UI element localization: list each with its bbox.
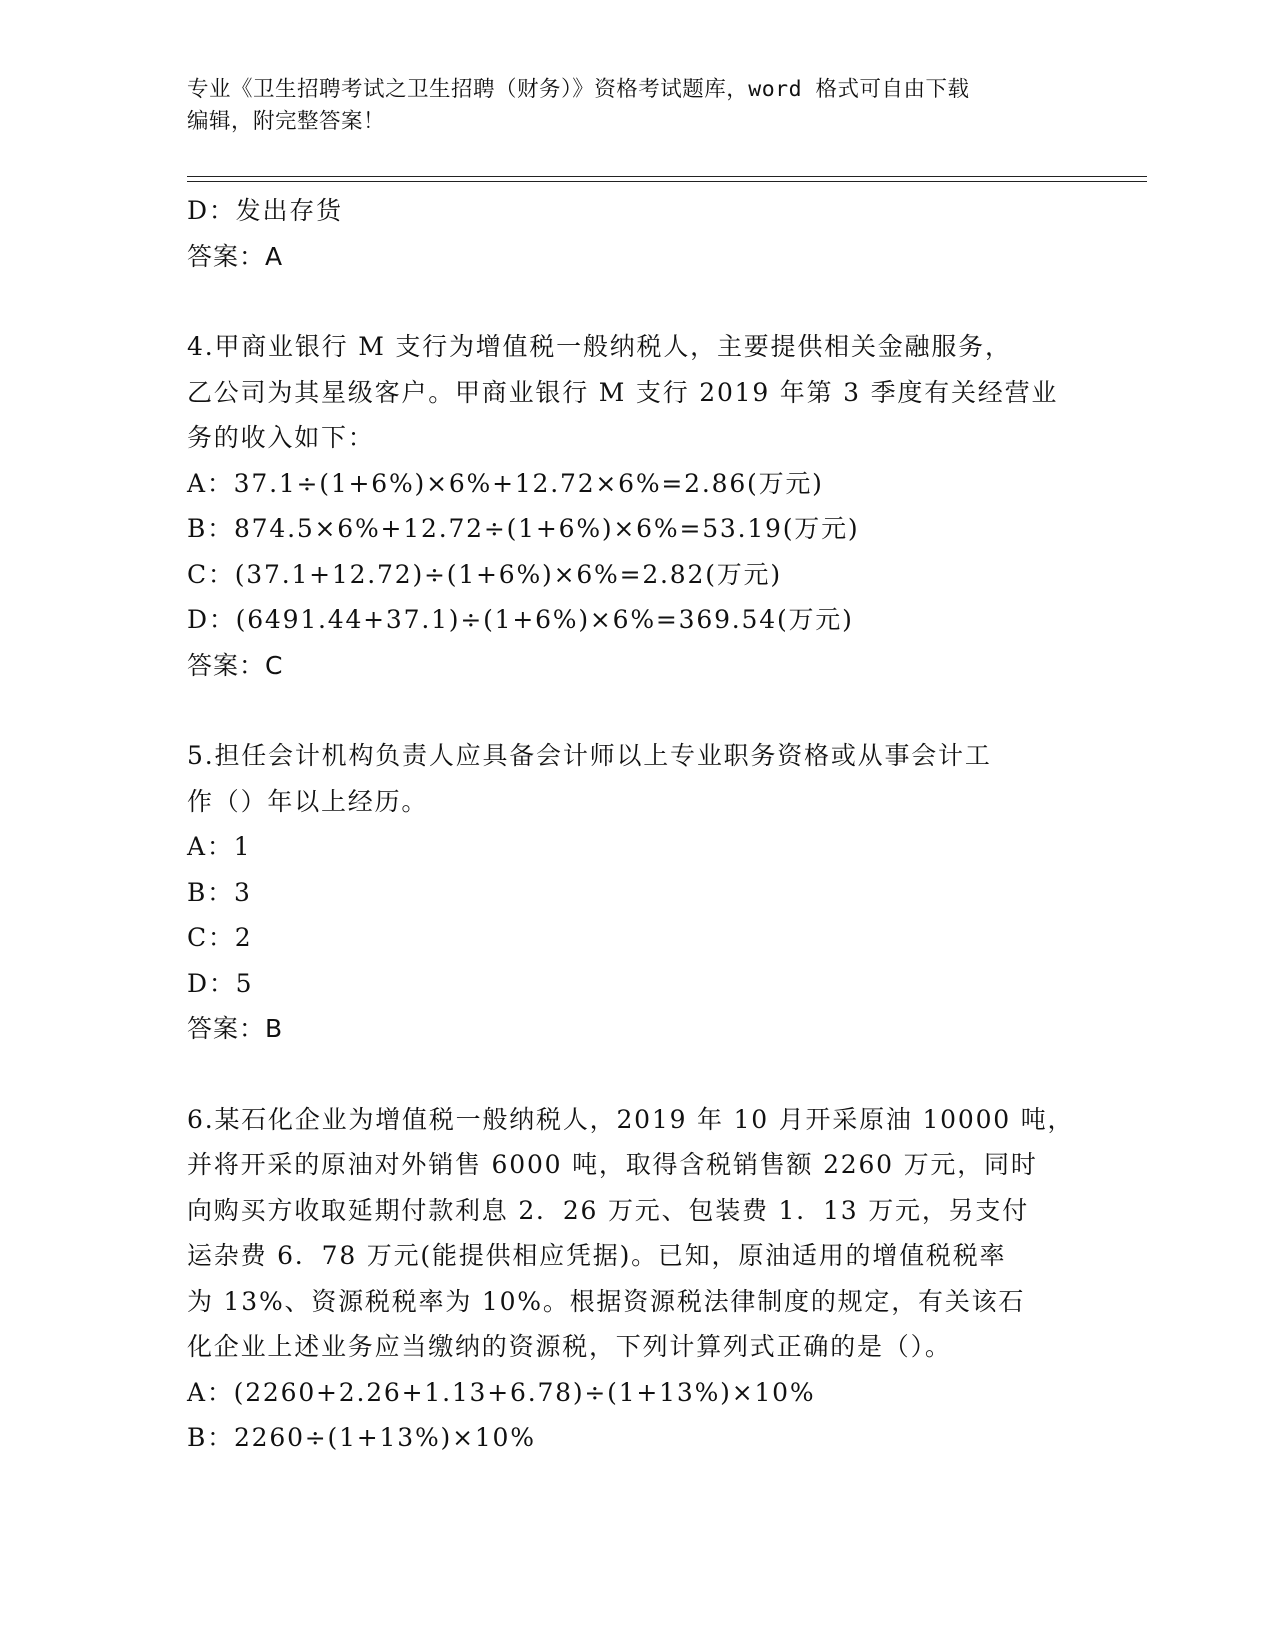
question-6 <box>187 1097 1087 1461</box>
header-line-1: 专业《卫生招聘考试之卫生招聘（财务）》资格考试题库，word 格式可自由下载 <box>187 77 970 102</box>
q4-stem-line: 务的收入如下： <box>187 423 375 452</box>
q5-option-d: D：5 <box>187 968 254 998</box>
q4-answer: 答案：C <box>187 650 284 680</box>
q6-option-a: A：(2260+2.26+1.13+6.78)÷(1+13%)×10% <box>187 1377 816 1407</box>
q5-option-b: B：3 <box>187 877 252 907</box>
q6-stem-line: 向购买方收取延期付款利息 2．26 万元、包装费 1．13 万元，另支付 <box>187 1195 1030 1225</box>
question-4 <box>187 324 1087 688</box>
header-rule-top <box>187 176 1147 177</box>
q5-option-a: A：1 <box>187 832 252 861</box>
q6-stem-line: 化企业上述业务应当缴纳的资源税，下列计算列式正确的是（）。 <box>187 1332 952 1361</box>
q4-option-b: B：874.5×6%+12.72÷(1+6%)×6%=53.19(万元) <box>187 514 860 543</box>
header-rule-bottom <box>187 181 1147 182</box>
q6-stem-line: 为 13%、资源税税率为 10%。根据资源税法律制度的规定，有关该石 <box>187 1286 1026 1316</box>
q4-option-a: A：37.1÷(1+6%)×6%+12.72×6%=2.86(万元) <box>187 468 824 498</box>
q5-stem-line: 5.担任会计机构负责人应具备会计师以上专业职务资格或从事会计工 <box>187 741 992 770</box>
question-5 <box>187 733 1087 1052</box>
q4-option-c: C：(37.1+12.72)÷(1+6%)×6%=2.82(万元) <box>187 559 782 589</box>
header-line-2: 编辑，附完整答案！ <box>187 109 386 134</box>
prev-question-option-d: D：发出存货 <box>187 196 343 225</box>
q4-stem-line: 4.甲商业银行 M 支行为增值税一般纳税人，主要提供相关金融服务， <box>187 332 1012 361</box>
q4-option-d: D：(6491.44+37.1)÷(1+6%)×6%=369.54(万元) <box>187 605 854 634</box>
spacer <box>187 688 1087 733</box>
q4-stem-line: 乙公司为其星级客户。甲商业银行 M 支行 2019 年第 3 季度有关经营业 <box>187 377 1059 407</box>
spacer <box>187 279 1087 324</box>
q5-option-c: C：2 <box>187 923 253 952</box>
q6-option-b: B：2260÷(1+13%)×10% <box>187 1423 536 1452</box>
q6-stem-line: 6.某石化企业为增值税一般纳税人，2019 年 10 月开采原油 10000 吨， <box>187 1104 1075 1134</box>
document-header <box>187 74 1067 138</box>
q6-stem-line: 运杂费 6．78 万元(能提供相应凭据)。已知，原油适用的增值税税率 <box>187 1241 1007 1270</box>
q5-stem-line: 作（）年以上经历。 <box>187 786 429 816</box>
document-body <box>187 188 1087 1461</box>
q6-stem-line: 并将开采的原油对外销售 6000 吨，取得含税销售额 2260 万元，同时 <box>187 1150 1038 1179</box>
q5-answer: 答案：B <box>187 1014 284 1043</box>
prev-question-answer: 答案：A <box>187 241 284 271</box>
spacer <box>187 1052 1087 1097</box>
